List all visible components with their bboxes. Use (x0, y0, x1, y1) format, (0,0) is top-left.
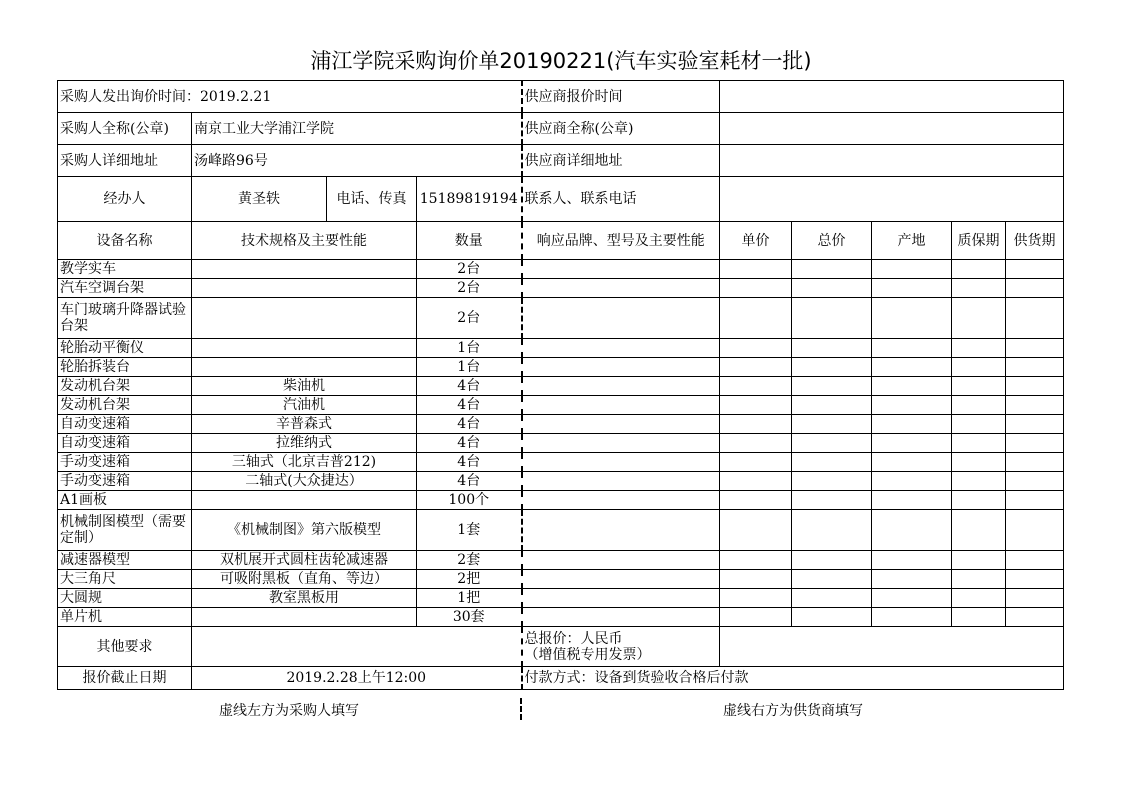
row-other (58, 627, 1064, 667)
item-qty: 1台 (417, 358, 522, 377)
item-name: 机械制图模型（需要定制） (58, 510, 192, 551)
item-unit-price-field[interactable] (720, 396, 792, 415)
item-delivery-field[interactable] (1006, 472, 1064, 491)
item-spec (192, 491, 417, 510)
item-spec (192, 260, 417, 279)
item-origin-field[interactable] (872, 298, 952, 339)
buyer-address-value: 汤峰路96号 (192, 145, 522, 177)
other-field[interactable] (192, 627, 522, 667)
table-row (58, 491, 1064, 510)
item-warranty-field[interactable] (952, 260, 1006, 279)
col-header-qty: 数量 (417, 222, 522, 260)
item-delivery-field[interactable] (1006, 551, 1064, 570)
other-label: 其他要求 (58, 627, 192, 667)
item-brand-field[interactable] (522, 491, 720, 510)
item-origin-field[interactable] (872, 415, 952, 434)
table-row (58, 589, 1064, 608)
deadline-label: 报价截止日期 (58, 667, 192, 690)
supplier-name-field[interactable] (720, 113, 1064, 145)
item-qty: 4台 (417, 453, 522, 472)
buyer-name-label: 采购人全称(公章) (58, 113, 192, 145)
item-spec: 《机械制图》第六版模型 (192, 510, 417, 551)
quote-time-field[interactable] (720, 81, 1064, 113)
item-delivery-field[interactable] (1006, 453, 1064, 472)
item-warranty-field[interactable] (952, 510, 1006, 551)
item-qty: 2台 (417, 279, 522, 298)
item-delivery-field[interactable] (1006, 260, 1064, 279)
item-qty: 1套 (417, 510, 522, 551)
item-spec: 柴油机 (192, 377, 417, 396)
item-name: 减速器模型 (58, 551, 192, 570)
item-name: 车门玻璃升降器试验台架 (58, 298, 192, 339)
item-brand-field[interactable] (522, 570, 720, 589)
item-origin-field[interactable] (872, 589, 952, 608)
item-warranty-field[interactable] (952, 453, 1006, 472)
item-name: 大三角尺 (58, 570, 192, 589)
item-origin-field[interactable] (872, 396, 952, 415)
total-quote-label (522, 627, 720, 667)
item-brand-field[interactable] (522, 339, 720, 358)
item-delivery-field[interactable] (1006, 491, 1064, 510)
item-total-field[interactable] (792, 551, 872, 570)
handler-value: 黄圣轶 (192, 177, 327, 222)
item-name: 自动变速箱 (58, 434, 192, 453)
item-total-field[interactable] (792, 510, 872, 551)
table-row (58, 279, 1064, 298)
table-row (58, 377, 1064, 396)
item-unit-price-field[interactable] (720, 415, 792, 434)
item-total-field[interactable] (792, 491, 872, 510)
item-total-field[interactable] (792, 339, 872, 358)
item-qty: 4台 (417, 396, 522, 415)
item-origin-field[interactable] (872, 472, 952, 491)
item-total-field[interactable] (792, 298, 872, 339)
item-name: 轮胎拆装台 (58, 358, 192, 377)
table-row (58, 434, 1064, 453)
handler-label: 经办人 (58, 177, 192, 222)
item-qty: 1把 (417, 589, 522, 608)
note-supplier: 虚线右方为供货商填写 (723, 703, 863, 719)
item-brand-field[interactable] (522, 453, 720, 472)
col-header-origin: 产地 (872, 222, 952, 260)
deadline-value: 2019.2.28上午12:00 (192, 667, 522, 690)
item-unit-price-field[interactable] (720, 339, 792, 358)
item-rows (58, 260, 1064, 627)
col-header-delivery: 供货期 (1006, 222, 1064, 260)
total-quote-field[interactable] (720, 627, 1064, 667)
item-brand-field[interactable] (522, 608, 720, 627)
item-spec (192, 358, 417, 377)
item-brand-field[interactable] (522, 279, 720, 298)
item-qty: 2台 (417, 260, 522, 279)
contact-label: 联系人、联系电话 (522, 177, 720, 222)
item-qty: 4台 (417, 472, 522, 491)
item-qty: 30套 (417, 608, 522, 627)
total-quote-line2: （增值税专用发票） (524, 646, 651, 663)
item-brand-field[interactable] (522, 358, 720, 377)
item-total-field[interactable] (792, 358, 872, 377)
row-handler (58, 177, 1064, 222)
item-qty: 4台 (417, 434, 522, 453)
table-row (58, 339, 1064, 358)
item-qty: 4台 (417, 415, 522, 434)
item-delivery-field[interactable] (1006, 434, 1064, 453)
item-delivery-field[interactable] (1006, 339, 1064, 358)
col-header-brand: 响应品牌、型号及主要性能 (522, 222, 720, 260)
item-total-field[interactable] (792, 377, 872, 396)
col-header-total: 总价 (792, 222, 872, 260)
buyer-address-label: 采购人详细地址 (58, 145, 192, 177)
item-warranty-field[interactable] (952, 298, 1006, 339)
item-origin-field[interactable] (872, 570, 952, 589)
note-buyer: 虚线左方为采购人填写 (219, 703, 359, 719)
item-warranty-field[interactable] (952, 434, 1006, 453)
table-row (58, 358, 1064, 377)
item-name: 汽车空调台架 (58, 279, 192, 298)
item-warranty-field[interactable] (952, 551, 1006, 570)
item-origin-field[interactable] (872, 279, 952, 298)
item-brand-field[interactable] (522, 589, 720, 608)
item-total-field[interactable] (792, 472, 872, 491)
item-warranty-field[interactable] (952, 415, 1006, 434)
item-brand-field[interactable] (522, 415, 720, 434)
item-spec: 汽油机 (192, 396, 417, 415)
table-row (58, 608, 1064, 627)
item-total-field[interactable] (792, 260, 872, 279)
item-unit-price-field[interactable] (720, 589, 792, 608)
item-origin-field[interactable] (872, 510, 952, 551)
table-row (58, 396, 1064, 415)
item-warranty-field[interactable] (952, 339, 1006, 358)
item-origin-field[interactable] (872, 551, 952, 570)
item-warranty-field[interactable] (952, 608, 1006, 627)
item-total-field[interactable] (792, 434, 872, 453)
item-spec (192, 608, 417, 627)
item-unit-price-field[interactable] (720, 551, 792, 570)
row-inquiry-time (58, 81, 1064, 113)
row-full-name (58, 113, 1064, 145)
item-origin-field[interactable] (872, 491, 952, 510)
item-delivery-field[interactable] (1006, 608, 1064, 627)
table-row (58, 260, 1064, 279)
row-address (58, 145, 1064, 177)
item-qty: 2把 (417, 570, 522, 589)
item-unit-price-field[interactable] (720, 472, 792, 491)
item-delivery-field[interactable] (1006, 377, 1064, 396)
item-origin-field[interactable] (872, 434, 952, 453)
item-origin-field[interactable] (872, 260, 952, 279)
item-delivery-field[interactable] (1006, 298, 1064, 339)
item-warranty-field[interactable] (952, 396, 1006, 415)
item-qty: 4台 (417, 377, 522, 396)
supplier-name-label: 供应商全称(公章) (522, 113, 720, 145)
item-total-field[interactable] (792, 415, 872, 434)
item-brand-field[interactable] (522, 472, 720, 491)
item-origin-field[interactable] (872, 377, 952, 396)
item-unit-price-field[interactable] (720, 453, 792, 472)
item-name: 自动变速箱 (58, 415, 192, 434)
table-row (58, 298, 1064, 339)
table-row (58, 415, 1064, 434)
table-row (58, 551, 1064, 570)
quote-time-label: 供应商报价时间 (522, 81, 720, 113)
table-row (58, 472, 1064, 491)
item-warranty-field[interactable] (952, 358, 1006, 377)
inquiry-sheet (57, 80, 1064, 690)
item-delivery-field[interactable] (1006, 570, 1064, 589)
item-warranty-field[interactable] (952, 570, 1006, 589)
item-qty: 1台 (417, 339, 522, 358)
item-warranty-field[interactable] (952, 589, 1006, 608)
item-delivery-field[interactable] (1006, 510, 1064, 551)
inquiry-time-cell: 采购人发出询价时间：2019.2.21 (58, 81, 522, 113)
col-header-name: 设备名称 (58, 222, 192, 260)
item-brand-field[interactable] (522, 377, 720, 396)
col-header-spec: 技术规格及主要性能 (192, 222, 417, 260)
item-delivery-field[interactable] (1006, 396, 1064, 415)
item-delivery-field[interactable] (1006, 415, 1064, 434)
item-spec: 二轴式(大众捷达） (192, 472, 417, 491)
item-origin-field[interactable] (872, 608, 952, 627)
item-brand-field[interactable] (522, 396, 720, 415)
item-brand-field[interactable] (522, 298, 720, 339)
item-spec (192, 279, 417, 298)
item-origin-field[interactable] (872, 339, 952, 358)
item-delivery-field[interactable] (1006, 358, 1064, 377)
page-title: 浦江学院采购询价单20190221(汽车实验室耗材一批) (310, 49, 812, 73)
item-unit-price-field[interactable] (720, 570, 792, 589)
item-spec (192, 298, 417, 339)
phone-label: 电话、传真 (327, 177, 417, 222)
item-total-field[interactable] (792, 608, 872, 627)
item-delivery-field[interactable] (1006, 279, 1064, 298)
item-qty: 100个 (417, 491, 522, 510)
item-spec: 教室黑板用 (192, 589, 417, 608)
item-total-field[interactable] (792, 589, 872, 608)
item-brand-field[interactable] (522, 510, 720, 551)
header-row (58, 222, 1064, 260)
item-qty: 2套 (417, 551, 522, 570)
table-row (58, 570, 1064, 589)
col-header-unit-price: 单价 (720, 222, 792, 260)
item-brand-field[interactable] (522, 434, 720, 453)
payment-terms: 付款方式：设备到货验收合格后付款 (522, 667, 1064, 690)
item-warranty-field[interactable] (952, 491, 1006, 510)
item-total-field[interactable] (792, 570, 872, 589)
item-name: A1画板 (58, 491, 192, 510)
item-total-field[interactable] (792, 279, 872, 298)
item-brand-field[interactable] (522, 260, 720, 279)
item-unit-price-field[interactable] (720, 298, 792, 339)
item-delivery-field[interactable] (1006, 589, 1064, 608)
item-warranty-field[interactable] (952, 279, 1006, 298)
item-unit-price-field[interactable] (720, 260, 792, 279)
item-unit-price-field[interactable] (720, 608, 792, 627)
item-qty: 2台 (417, 298, 522, 339)
supplier-address-field[interactable] (720, 145, 1064, 177)
total-quote-line1: 总报价：人民币 (524, 630, 623, 647)
table-row (58, 453, 1064, 472)
item-brand-field[interactable] (522, 551, 720, 570)
phone-value: 15189819194 (417, 177, 522, 222)
item-name: 手动变速箱 (58, 453, 192, 472)
item-spec: 拉维纳式 (192, 434, 417, 453)
item-name: 发动机台架 (58, 377, 192, 396)
item-name: 大圆规 (58, 589, 192, 608)
item-total-field[interactable] (792, 396, 872, 415)
item-warranty-field[interactable] (952, 472, 1006, 491)
item-spec (192, 339, 417, 358)
item-name: 发动机台架 (58, 396, 192, 415)
row-deadline (58, 667, 1064, 690)
item-unit-price-field[interactable] (720, 434, 792, 453)
item-origin-field[interactable] (872, 358, 952, 377)
item-name: 手动变速箱 (58, 472, 192, 491)
item-name: 教学实车 (58, 260, 192, 279)
supplier-address-label: 供应商详细地址 (522, 145, 720, 177)
item-origin-field[interactable] (872, 453, 952, 472)
item-unit-price-field[interactable] (720, 510, 792, 551)
item-spec: 辛普森式 (192, 415, 417, 434)
item-unit-price-field[interactable] (720, 358, 792, 377)
item-total-field[interactable] (792, 453, 872, 472)
item-spec: 可吸附黑板（直角、等边） (192, 570, 417, 589)
col-header-warranty: 质保期 (952, 222, 1006, 260)
item-spec: 双机展开式圆柱齿轮减速器 (192, 551, 417, 570)
item-name: 单片机 (58, 608, 192, 627)
item-unit-price-field[interactable] (720, 377, 792, 396)
item-unit-price-field[interactable] (720, 491, 792, 510)
buyer-name-value: 南京工业大学浦江学院 (192, 113, 522, 145)
item-unit-price-field[interactable] (720, 279, 792, 298)
item-warranty-field[interactable] (952, 377, 1006, 396)
contact-field[interactable] (720, 177, 1064, 222)
item-spec: 三轴式（北京吉普212) (192, 453, 417, 472)
item-name: 轮胎动平衡仪 (58, 339, 192, 358)
table-row (58, 510, 1064, 551)
